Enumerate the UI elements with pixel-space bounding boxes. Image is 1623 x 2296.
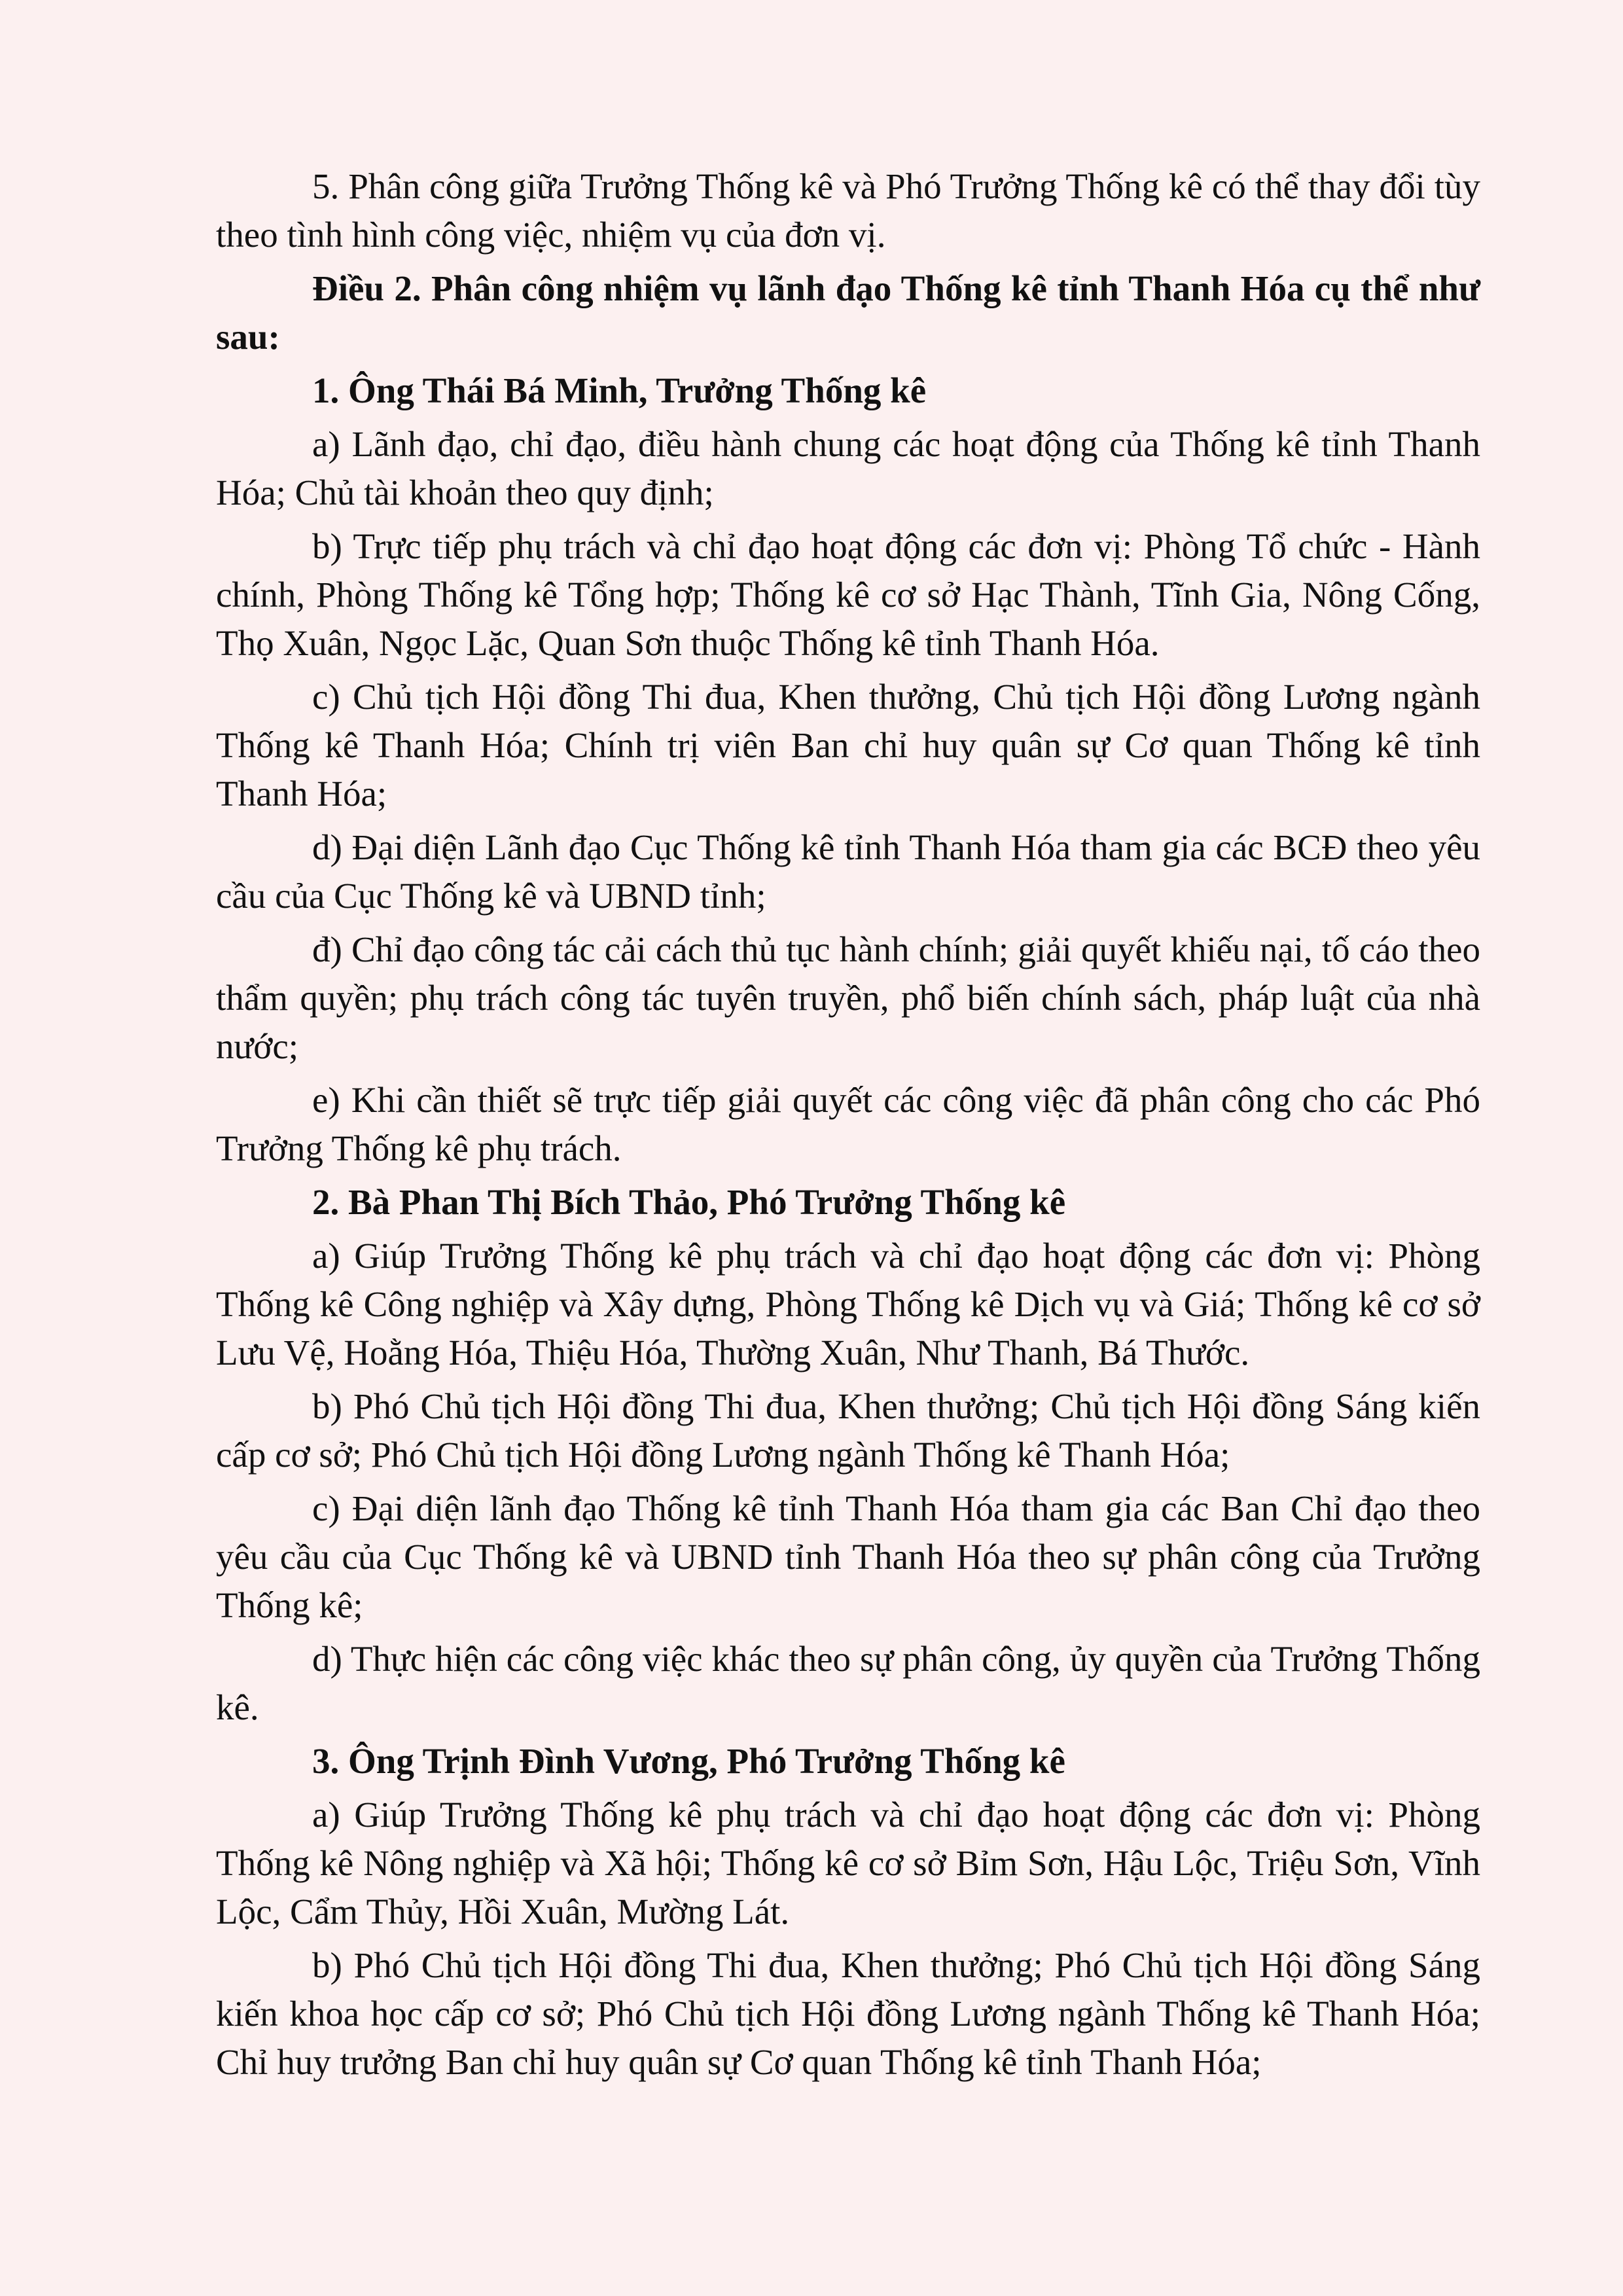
section-heading-1: 1. Ông Thái Bá Minh, Trưởng Thống kê: [312, 370, 927, 410]
paragraph-1c: c) Chủ tịch Hội đồng Thi đua, Khen thưởng, Chủ tịch Hội đồng Lương ngành Thống kê Thanh Hóa; Chính trị viên Ban chỉ huy quân sự Cơ quan Thống kê tỉnh Thanh Hóa;: [216, 677, 1480, 814]
paragraph-2d: d) Thực hiện các công việc khác theo sự phân công, ủy quyền của Trưởng Thống kê.: [216, 1639, 1480, 1727]
paragraph-2c: c) Đại diện lãnh đạo Thống kê tỉnh Thanh Hóa tham gia các Ban Chỉ đạo theo yêu cầu của Cục Thống kê và UBND tỉnh Thanh Hóa theo sự phân công của Trưởng Thống kê;: [216, 1488, 1480, 1625]
paragraph-1b: b) Trực tiếp phụ trách và chỉ đạo hoạt động các đơn vị: Phòng Tổ chức - Hành chính, Phòng Thống kê Tổng hợp; Thống kê cơ sở Hạc Thành, Tĩnh Gia, Nông Cống, Thọ Xuân, Ngọc Lặc, Quan Sơn thuộc Thống kê tỉnh Thanh Hóa.: [216, 526, 1480, 663]
paragraph-2b: b) Phó Chủ tịch Hội đồng Thi đua, Khen thưởng; Chủ tịch Hội đồng Sáng kiến cấp cơ sở; Phó Chủ tịch Hội đồng Lương ngành Thống kê Thanh Hóa;: [216, 1386, 1480, 1475]
section-heading-2: 2. Bà Phan Thị Bích Thảo, Phó Trưởng Thống kê: [312, 1182, 1066, 1222]
section-heading-3: 3. Ông Trịnh Đình Vương, Phó Trưởng Thống kê: [312, 1741, 1065, 1781]
paragraph-3a: a) Giúp Trưởng Thống kê phụ trách và chỉ đạo hoạt động các đơn vị: Phòng Thống kê Nông nghiệp và Xã hội; Thống kê cơ sở Bỉm Sơn, Hậu Lộc, Triệu Sơn, Vĩnh Lộc, Cẩm Thủy, Hồi Xuân, Mường Lát.: [216, 1795, 1480, 1931]
paragraph-2a: a) Giúp Trưởng Thống kê phụ trách và chỉ đạo hoạt động các đơn vị: Phòng Thống kê Công nghiệp và Xây dựng, Phòng Thống kê Dịch vụ và Giá; Thống kê cơ sở Lưu Vệ, Hoằng Hóa, Thiệu Hóa, Thường Xuân, Như Thanh, Bá Thước.: [216, 1236, 1480, 1372]
paragraph-1d: d) Đại diện Lãnh đạo Cục Thống kê tỉnh Thanh Hóa tham gia các BCĐ theo yêu cầu của Cục Thống kê và UBND tỉnh;: [216, 827, 1480, 916]
paragraph-item-5: 5. Phân công giữa Trưởng Thống kê và Phó Trưởng Thống kê có thể thay đổi tùy theo tình hình công việc, nhiệm vụ của đơn vị.: [216, 166, 1480, 255]
paragraph-3b: b) Phó Chủ tịch Hội đồng Thi đua, Khen thưởng; Phó Chủ tịch Hội đồng Sáng kiến khoa học cấp cơ sở; Phó Chủ tịch Hội đồng Lương ngành Thống kê Thanh Hóa; Chỉ huy trưởng Ban chỉ huy quân sự Cơ quan Thống kê tỉnh Thanh Hóa;: [216, 1945, 1480, 2082]
paragraph-1dd: đ) Chỉ đạo công tác cải cách thủ tục hành chính; giải quyết khiếu nại, tố cáo theo thẩm quyền; phụ trách công tác tuyên truyền, phổ biến chính sách, pháp luật của nhà nước;: [216, 929, 1480, 1066]
article-2-heading: Điều 2. Phân công nhiệm vụ lãnh đạo Thống kê tỉnh Thanh Hóa cụ thể như sau:: [216, 268, 1480, 357]
paragraph-1e: e) Khi cần thiết sẽ trực tiếp giải quyết các công việc đã phân công cho các Phó Trưởng Thống kê phụ trách.: [216, 1080, 1480, 1168]
paragraph-1a: a) Lãnh đạo, chỉ đạo, điều hành chung các hoạt động của Thống kê tỉnh Thanh Hóa; Chủ tài khoản theo quy định;: [216, 424, 1480, 512]
